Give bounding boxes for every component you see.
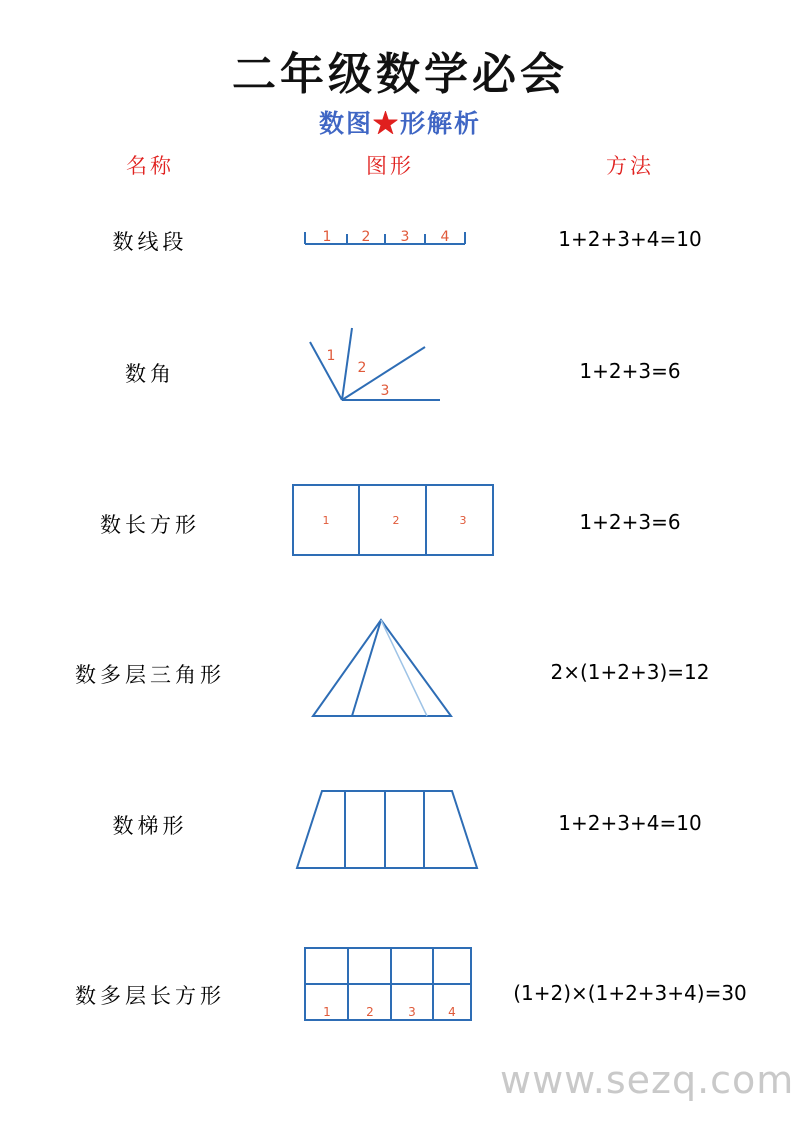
- row-method-triangle: 2×(1+2+3)=12: [550, 660, 710, 684]
- row-name-trapezoid: 数梯形: [112, 814, 188, 838]
- segment-label: 2: [361, 229, 371, 245]
- triangle-divider: [381, 620, 427, 716]
- multi-rectangle-label: 4: [448, 1005, 456, 1019]
- angle-ray: [342, 328, 352, 400]
- rectangle-figure: [290, 482, 496, 558]
- segment-label: 4: [440, 229, 450, 245]
- line-segment-figure: [295, 222, 475, 252]
- row-name-rectangle: 数长方形: [100, 513, 200, 537]
- row-name-angle: 数角: [125, 362, 175, 386]
- watermark: www.sezq.com: [500, 1058, 795, 1102]
- rectangle-label: 3: [459, 514, 467, 527]
- multi-rectangle-label: 2: [366, 1005, 374, 1019]
- row-name-multi-rectangle: 数多层长方形: [75, 984, 225, 1008]
- header-figure: 图形: [366, 154, 414, 178]
- rectangle-label: 1: [322, 514, 330, 527]
- row-method-multi-rectangle: (1+2)×(1+2+3+4)=30: [513, 981, 747, 1005]
- angle-label: 3: [380, 383, 390, 399]
- segment-label: 3: [400, 229, 410, 245]
- angle-label: 2: [357, 360, 367, 376]
- row-method-rectangle: 1+2+3=6: [579, 510, 681, 534]
- trapezoid-outline: [297, 791, 477, 868]
- row-method-angle: 1+2+3=6: [579, 359, 681, 383]
- angle-label: 1: [326, 348, 336, 364]
- header-method: 方法: [606, 154, 654, 178]
- page-subtitle: [0, 104, 800, 140]
- header-name: 名称: [126, 154, 174, 178]
- star-icon: ★: [372, 109, 400, 138]
- triangle-divider: [352, 620, 381, 716]
- triangle-figure: [305, 614, 457, 722]
- row-name-line-segment: 数线段: [112, 230, 188, 254]
- page-title: 二年级数学必会: [232, 49, 568, 100]
- row-method-line-segment: 1+2+3+4=10: [558, 227, 702, 251]
- segment-label: 1: [322, 229, 332, 245]
- subtitle-part-2: 形解析: [400, 109, 482, 138]
- multi-rectangle-label: 3: [408, 1005, 416, 1019]
- multi-rectangle-figure: [302, 945, 474, 1023]
- row-method-trapezoid: 1+2+3+4=10: [558, 811, 702, 835]
- row-name-triangle: 数多层三角形: [75, 663, 225, 687]
- angle-figure: [300, 320, 450, 410]
- multi-rectangle-label: 1: [323, 1005, 331, 1019]
- rectangle-label: 2: [392, 514, 400, 527]
- subtitle-part-1: 数图: [318, 109, 373, 138]
- triangle-outline: [313, 620, 451, 716]
- trapezoid-figure: [292, 786, 482, 872]
